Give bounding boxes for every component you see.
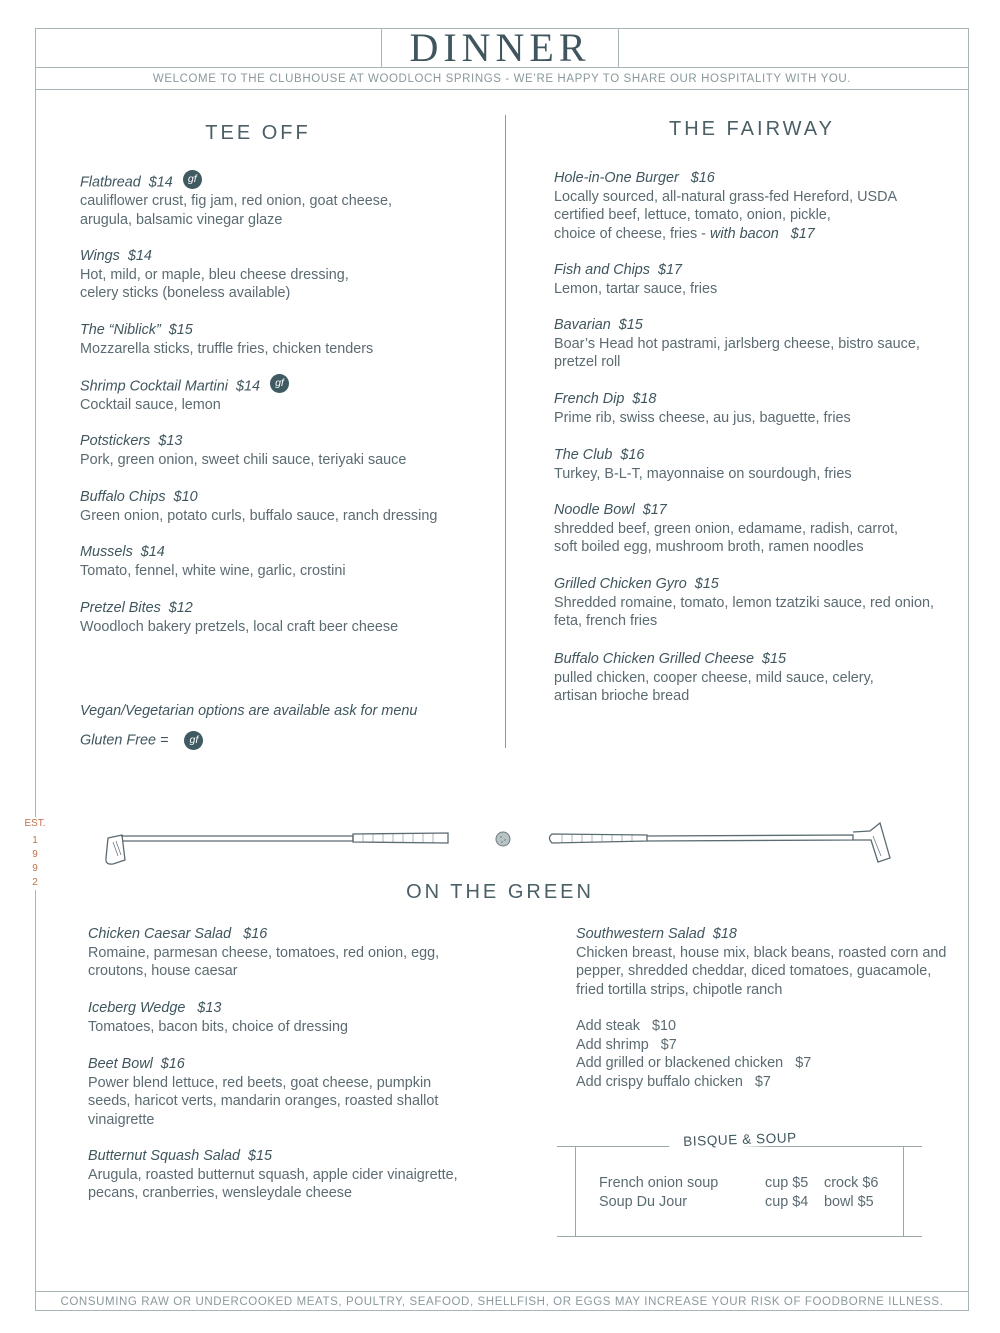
menu-item-burger [554,169,897,243]
item-upgrade: with bacon [709,225,779,242]
gluten-free-badge-icon: gf [270,374,289,393]
green-heading: ON THE GREEN [406,881,594,903]
item-description: pecans, cranberries, wensleydale cheese [88,1185,352,1201]
menu-item-fish-and-chips [554,261,717,298]
item-description: celery sticks (boneless available) [80,285,291,301]
addon-label: Add steak [576,1018,640,1034]
item-name: Buffalo Chips [80,489,166,505]
soup-heading: BISQUE & SOUP [669,1130,811,1150]
menu-item-southwestern-salad [576,925,946,999]
item-price: $14 [140,544,165,560]
menu-item-potstickers [80,432,406,469]
welcome-banner: WELCOME TO THE CLUBHOUSE AT WOODLOCH SPRINGS - WE’RE HAPPY TO SHARE OUR HOSPITALITY WITH YOU. [35,67,969,90]
item-description: Chicken breast, house mix, black beans, roasted corn and [576,944,947,961]
est-digit: 9 [32,863,38,874]
item-description: arugula, balsamic vinegar glaze [80,211,283,228]
item-name: Beet Bowl [88,1056,153,1072]
item-description: Lemon, tartar sauce, fries [554,280,718,297]
item-name: Hole-in-One Burger [554,170,679,186]
item-description: Hot, mild, or maple, bleu cheese dressing, [80,266,349,283]
menu-item-iceberg-wedge [88,999,348,1036]
item-description: Mozzarella sticks, truffle fries, chicken tenders [80,340,374,357]
tee-off-heading: TEE OFF [205,122,311,144]
item-description: seeds, haricot verts, mandarin oranges, roasted shallot [88,1093,439,1109]
item-name: Southwestern Salad [576,926,705,942]
addon-label: Add shrimp [576,1037,649,1053]
est-digit: 9 [32,849,38,860]
item-price: $10 [173,489,198,505]
fairway-heading: THE FAIRWAY [669,118,835,140]
addon-chicken [576,1055,811,1071]
item-name: Iceberg Wedge [88,1000,186,1016]
menu-item-pretzel-bites [80,599,398,636]
item-description: pepper, shredded cheddar, diced tomatoes, guacamole, [576,963,932,979]
est-label: EST. [24,818,46,829]
soup-large-price: crock $6 [824,1175,879,1191]
menu-item-french-dip [554,390,851,427]
item-description: Cocktail sauce, lemon [80,397,221,413]
soup-small-price: cup $4 [765,1194,809,1210]
item-description: choice of cheese, fries - [554,225,710,242]
menu-item-flatbread [80,173,392,229]
menu-item-caesar-salad [88,925,439,981]
item-description: fried tortilla strips, chipotle ranch [576,981,783,998]
item-description: cauliflower crust, fig jam, red onion, goat cheese, [80,193,392,209]
item-name: Potstickers [80,433,151,449]
item-description: soft boiled egg, mushroom broth, ramen noodles [554,539,864,555]
item-price: $15 [248,1148,273,1164]
item-name: Noodle Bowl [554,502,635,518]
item-name: Grilled Chicken Gyro [554,576,687,592]
divider [557,1236,922,1237]
soup-box [557,1130,922,1238]
est-digit: 1 [32,835,38,846]
item-name: Chicken Caesar Salad [88,926,232,942]
item-name: Flatbread [80,174,141,191]
menu-item-gyro [554,575,934,631]
item-name: Pretzel Bites [80,600,161,616]
item-price: $17 [642,502,667,518]
item-description: Locally sourced, all-natural grass-fed Hereford, USDA [554,188,898,205]
item-price: $13 [158,433,183,449]
item-name: Mussels [80,544,133,560]
item-description: Shredded romaine, tomato, lemon tzatziki sauce, red onion, [554,594,934,611]
item-price: $14 [127,248,152,264]
item-name: Bavarian [554,317,611,333]
addon-buffalo-chicken [576,1074,771,1090]
item-price: $16 [690,170,715,186]
item-name: Buffalo Chicken Grilled Cheese [554,651,754,667]
menu-item-shrimp-cocktail [80,377,289,415]
addon-price: $7 [795,1055,812,1071]
item-name: French Dip [554,391,625,407]
menu-item-wings [80,247,349,303]
foodborne-illness-warning: CONSUMING RAW OR UNDERCOOKED MEATS, POULTRY, SEAFOOD, SHELLFISH, OR EGGS MAY INCREASE YOUR RISK OF FOODBORNE ILLNESS. [35,1291,969,1311]
item-description: vinaigrette [88,1111,155,1128]
item-price: $13 [197,1000,222,1016]
item-price: $18 [632,391,657,407]
item-name: The “Niblick” [80,322,161,338]
item-price: $12 [168,600,193,616]
menu-item-buffalo-chips [80,488,437,525]
item-price: $18 [712,926,737,942]
page-title: DINNER [409,25,591,70]
item-name: The Club [554,447,613,463]
item-price: $14 [148,174,173,191]
item-description: Tomatoes, bacon bits, choice of dressing [88,1018,348,1035]
soup-name: Soup Du Jour [599,1194,687,1210]
item-price: $14 [235,378,260,395]
item-price: $16 [243,926,268,942]
addon-price: $10 [652,1018,677,1034]
addon-label: Add grilled or blackened chicken [576,1055,784,1071]
item-upgrade-price: $17 [790,225,815,242]
golf-ball [496,832,510,846]
item-description: Romaine, parmesan cheese, tomatoes, red onion, egg, [88,944,440,961]
item-description: Pork, green onion, sweet chili sauce, teriyaki sauce [80,451,407,468]
menu-item-club [554,446,852,483]
addon-price: $7 [754,1074,771,1090]
menu-item-butternut-squash-salad [88,1147,458,1203]
item-description: shredded beef, green onion, edamame, radish, carrot, [554,520,898,537]
item-price: $16 [160,1056,185,1072]
item-price: $15 [618,317,643,333]
item-description: Green onion, potato curls, buffalo sauce, ranch dressing [80,507,438,524]
item-description: Arugula, roasted butternut squash, apple cider vinaigrette, [88,1166,458,1183]
item-price: $15 [694,576,719,592]
item-name: Wings [80,248,120,264]
item-description-line [554,225,897,244]
soup-large-price: bowl $5 [824,1194,874,1210]
item-description: pulled chicken, cooper cheese, mild sauce, celery, [554,669,874,686]
item-description: croutons, house caesar [88,963,238,979]
menu-item-noodle-bowl [554,501,898,557]
menu-item-beet-bowl [88,1055,438,1129]
est-digit: 2 [32,877,38,888]
item-description: Power blend lettuce, red beets, goat cheese, pumpkin [88,1074,432,1091]
addon-price: $7 [660,1037,677,1053]
gluten-free-legend [80,731,203,750]
item-description: Boar’s Head hot pastrami, jarlsberg cheese, bistro sauce, [554,335,920,352]
item-price: $15 [761,651,786,667]
soup-small-price: cup $5 [765,1175,809,1191]
item-description: Turkey, B-L-T, mayonnaise on sourdough, fries [554,465,852,482]
golf-clubs-illustration-icon [95,818,905,870]
item-description: certified beef, lettuce, tomato, onion, pickle, [554,207,831,223]
item-name: Shrimp Cocktail Martini [80,378,228,395]
item-description: Woodloch bakery pretzels, local craft beer cheese [80,618,399,635]
item-name: Fish and Chips [554,262,650,278]
item-price: $17 [658,262,683,278]
established-badge [22,817,48,890]
gluten-free-legend-label: Gluten Free = [80,732,169,749]
addon-label: Add crispy buffalo chicken [576,1074,743,1090]
gluten-free-badge-icon: gf [183,170,202,189]
gluten-free-badge-icon: gf [184,731,203,750]
item-description: pretzel roll [554,354,621,370]
item-price: $15 [168,322,193,338]
vegan-note: Vegan/Vegetarian options are available ask for menu [80,703,418,719]
item-description: feta, french fries [554,613,658,629]
menu-item-bavarian [554,316,920,372]
item-description: artisan brioche bread [554,688,690,704]
item-description: Tomato, fennel, white wine, garlic, crostini [80,562,346,579]
addon-steak [576,1018,676,1034]
title-box [381,25,619,70]
menu-item-niblick [80,321,373,358]
menu-item-buffalo-grilled-cheese [554,650,874,706]
soup-frame [575,1146,904,1236]
addon-shrimp [576,1037,677,1053]
menu-item-mussels [80,543,346,580]
item-description: Prime rib, swiss cheese, au jus, baguette, fries [554,409,851,426]
soup-name: French onion soup [599,1175,719,1191]
item-price: $16 [620,447,645,463]
column-divider [505,115,506,748]
item-name: Butternut Squash Salad [88,1148,241,1164]
